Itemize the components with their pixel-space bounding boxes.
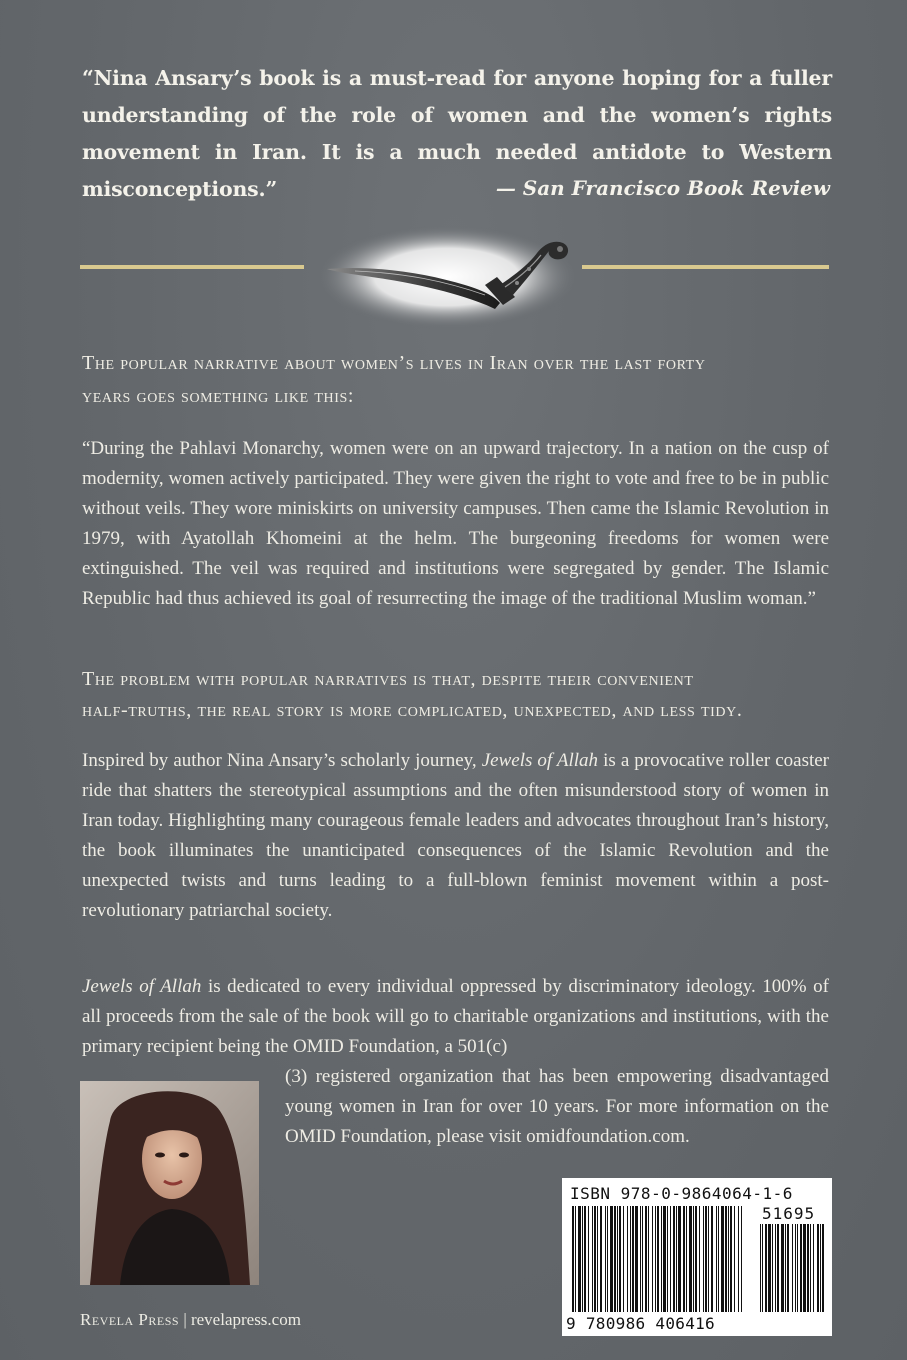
- isbn-barcode: [562, 1178, 832, 1336]
- dedication-part1: is dedicated to every individual oppressed by discriminatory ideology. 100% of all proceeds from the sale of the book will go to charitable organizations and institutions, with the primary recipient being the OMID Foundation, a 501(c): [82, 976, 829, 1057]
- barcode-digits: 9 780986 406416: [566, 1314, 715, 1333]
- price-code: 51695: [762, 1204, 816, 1223]
- narrative-quote: “During the Pahlavi Monarchy, women were on an upward trajectory. In a nation on the cusp of modernity, women actively participated. They were given the right to vote and free to be in public without veils. They wore miniskirts on university campuses. Then came the Islamic Revolution in 1979, with Ayatollah Khomeini at the helm. The burgeoning freedoms for women were extinguished. The veil was required and institutions were segregated by gender. The Islamic Republic had thus achieved its goal of resurrecting the image of the traditional Muslim woman.”: [82, 438, 829, 609]
- intro-line-1: The popular narrative about women’s lives in Iran over the last forty: [82, 352, 706, 374]
- description-after: is a provocative roller coaster ride that shatters the stereotypical assumptions and the often misunderstood story of women in Iran today. Highlighting many courageous female leaders and advocates throughout Iran’s history, the book illuminates the unanticipated consequences of the Islamic Revolution and the unexpected twists and turns leading to a full-blown feminist movement within a post-revolutionary patriarchal society.: [82, 750, 830, 921]
- publisher-website[interactable]: revelapress.com: [190, 1310, 301, 1329]
- imprint-separator: |: [179, 1310, 191, 1329]
- intro-line-2: years goes something like this:: [82, 385, 355, 407]
- dedication-continued: (3) registered organization that has been empowering disadvantaged young women in Iran for over 10 years. For more information on the OMID Foundation, please visit omidfoundation.com.: [285, 1066, 829, 1147]
- barcode-bars: [562, 1178, 832, 1336]
- description-paragraph: [82, 746, 829, 926]
- problem-line-1: The problem with popular narratives is that, despite their convenient: [82, 668, 694, 690]
- dagger-icon: [315, 225, 580, 330]
- review-source: — San Francisco Book Review: [495, 176, 830, 200]
- publisher-name: Revela Press: [80, 1310, 180, 1329]
- dedication-book-title: Jewels of Allah: [82, 976, 202, 997]
- book-title: Jewels of Allah: [481, 750, 599, 771]
- author-photo: [80, 1081, 259, 1285]
- review-quote: “Nina Ansary’s book is a must-read for anyone hoping for a fuller understanding of the role of women and the women’s rights movement in Iran. It is a much needed antidote to Western misconceptions.”: [82, 66, 832, 201]
- divider-rule-right: [582, 265, 829, 269]
- isbn-text: ISBN 978-0-9864064-1-6: [570, 1184, 793, 1203]
- problem-line-2: half-truths, the real story is more complicated, unexpected, and less tidy.: [82, 699, 743, 721]
- description-before: Inspired by author Nina Ansary’s scholarly journey,: [82, 750, 482, 771]
- divider-rule-left: [80, 265, 304, 269]
- imprint: [80, 1310, 301, 1330]
- dedication-paragraph: [82, 972, 829, 1062]
